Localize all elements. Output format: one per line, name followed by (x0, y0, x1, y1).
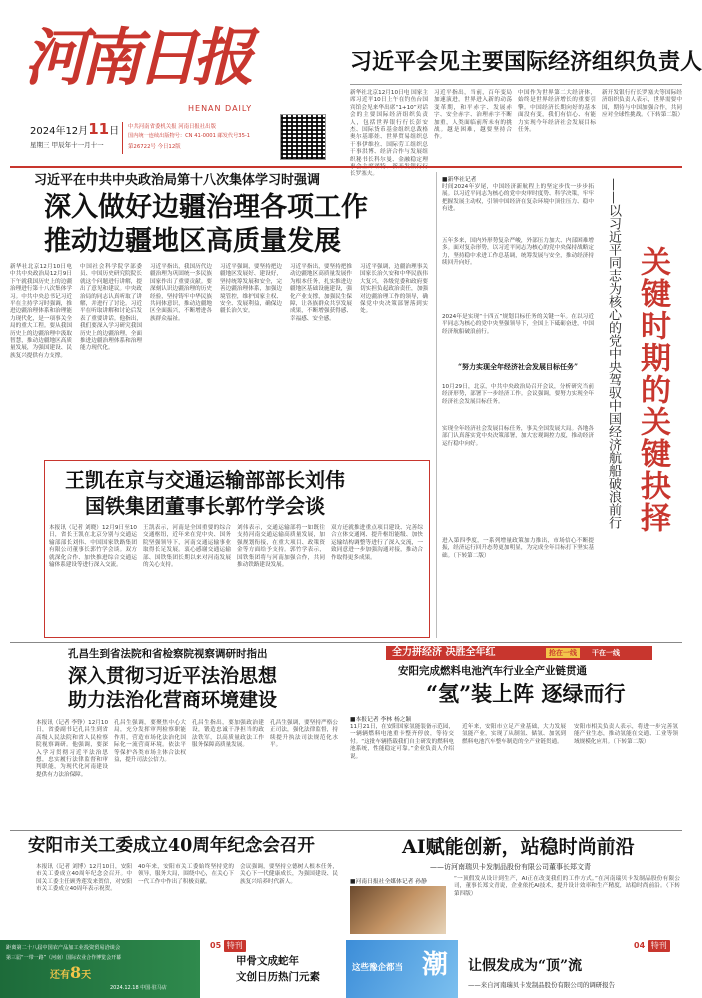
lead-col-2: 中国社会科学院学部委员、中国历史研究院院长就这个问题进行讲解，提出了意见和建议。中央政治局的同志认真听取了讲解，并进行了讨论。习近平在听取讲解和讨论后发表了重要讲话。他指出，我们要深入学习研究我国历史上的边疆治理，全面推进边疆治理体系和治理能力现代化。 (80, 264, 142, 352)
trend-04-tag: 特刊 (648, 940, 670, 952)
campaign-banner-text: 全力拼经济 决胜全年红 (392, 647, 496, 658)
countdown-suffix: 天 (81, 970, 92, 981)
top-story-col-2: 习近平指出，当前，百年变局加速演进，世界进入新的动荡变革期，和平赤字、发展赤字、安全赤字、治理赤字不断加重，人类面临前所未有的挑战。越是困难，越要坚持合作。 (434, 90, 512, 141)
weekday: 星期三 甲辰年十一月十一 (30, 141, 104, 149)
anyang-story (10, 834, 340, 936)
bottom-mid-col-1: 11月21日，在安阳国家氢能装备示范园，一辆辆燃料电池重卡整齐停放，等待交付。“这批车辆搭载我们自主研发的燃料电池系统，性能稳定可靠。”企业负责人介绍说。 (350, 724, 454, 760)
top-story (350, 8, 702, 178)
issue-date (30, 120, 119, 138)
feature-05-title-1: 甲骨文成蛇年 (236, 955, 299, 967)
framed-headline-1[interactable]: 王凯在京与交通运输部部长刘伟 (65, 468, 345, 492)
bottom-mid-col-3: 安阳市相关负责人表示，将进一步完善氢能产业生态，推动氢能在交通、工业等领域规模化应用。（下转第二版） (574, 724, 678, 745)
right-section-title: “努力实现全年经济社会发展目标任务” (457, 362, 579, 371)
right-divider (436, 172, 437, 638)
framed-story (44, 460, 430, 638)
bottom-mid-headline[interactable]: “氢”装上阵 逐绿而行 (426, 681, 626, 706)
lower-rule (10, 830, 682, 831)
bottom-left-headline-2[interactable]: 助力法治化营商环境建设 (68, 689, 278, 711)
expo-line-1: 距离第二十八届中国农产品加工业投资贸易洽谈会 (6, 945, 121, 951)
anyang-col-1: 本报讯（记者 刘博）12月10日，安阳市关工委成立40周年纪念会召开。中国关工委主任顾秀莲发来贺信，对安阳市关工委成立40周年表示祝贺。 (36, 864, 132, 893)
lead-kicker: 习近平在中共中央政治局第十八次集体学习时强调 (34, 173, 321, 188)
trend-title: 让假发成为“顶”流 (468, 958, 583, 974)
feature-05-label (210, 940, 246, 952)
anyang-headline[interactable]: 安阳市关工委成立40周年纪念会召开 (28, 836, 315, 856)
bottom-mid-col-2: 近年来，安阳市立足产业基础，大力发展氢能产业，实现了从制氢、储氢、加氢到燃料电池汽车整车制造的全产业链贯通。 (462, 724, 566, 745)
campaign-tag-1: 抢在一线 (546, 648, 580, 658)
issn-info: 国内统一连续出版物号：CN 41-0001 邮发代号35-1 (128, 133, 251, 139)
top-story-col-1: 新华社北京12月10日电 国家主席习近平10日上午在钓鱼台国宾馆会见来华出席“1+10”对话会的主要国际经济组织负责人，包括世界银行行长彭安杰、国际货币基金组织总裁格奥尔基耶娃、世界贸易组织总干事伊维拉、国际劳工组织总干事洪博、经济合作与发展组织秘书长科尔曼、金融稳定理 长罗塞夫。 (350, 90, 428, 178)
company-banner[interactable] (346, 940, 458, 998)
campaign-tag-2: 干在一线 (592, 648, 620, 657)
masthead-bottom-rule (10, 166, 682, 168)
masthead-divider (122, 122, 123, 154)
ai-subhead: ——访河南瑞贝卡发制品股份有限公司董事长郑文青 (430, 863, 591, 871)
bottom-mid-story (346, 646, 684, 826)
framed-col-2: 王凯表示，河南是全国重要的综合交通枢纽，近年来在党中央、国务院坚强领导下，河南交通运输事业取得长足发展。衷心感谢交通运输部、国铁集团长期以来对河南发展的关心支持。 (143, 525, 231, 569)
expo-line-2: 第三届“一带一路”（河南）国际农业合作博览会开幕 (6, 955, 122, 961)
bottom-left-col-2: 孔昌生强调，要聚焦中心大局，充分发挥审判检察职能作用，营造市场化法治化国际化一流营商环境。依法平等保护各类市场主体合法权益，提升司法公信力。 (114, 720, 186, 764)
anyang-col-2: 40年来，安阳市关工委始终坚持党的领导，服务大局，围绕中心，在关心下一代工作中作出了积极贡献。 (138, 864, 234, 885)
ai-headline[interactable]: AI赋能创新，站稳时尚前沿 (402, 836, 635, 858)
bottom-left-col-4: 孔昌生强调，要坚持严格公正司法，强化法律监督，持续提升执法司法规范化水平。 (270, 720, 338, 749)
bottom-left-story (10, 646, 340, 826)
framed-col-3: 刘伟表示，交通运输部将一如既往支持河南交通运输高质量发展，加强规划衔接，在重大项目、政策资金等方面给予支持。郭竹学表示，国铁集团将与河南加强合作，共同推动铁路建设发展。 (237, 525, 325, 569)
anyang-col-3: 会议强调，要坚持立德树人根本任务，关心下一代健康成长，为强国建设、民族复兴培养时代新人。 (240, 864, 338, 885)
expo-dates: 2024.12.18 中国·驻马店 (110, 985, 167, 991)
lead-col-5: 习近平指出，要坚持把推动边疆地区高质量发展作为根本任务，扎实推进边疆地区基础设施建设，强化产业支撑，加强民生保障，让各族群众共享发展成果，不断增强获得感、幸福感、安全感。 (290, 264, 352, 322)
top-story-headline[interactable]: 习近平会见主要国际经济组织负责人 (350, 49, 702, 75)
masthead (10, 8, 340, 160)
date-prefix: 2024年12月 (30, 126, 89, 137)
expo-banner[interactable] (0, 940, 200, 998)
right-section-para-3: 进入第四季度，一系列增量政策加力推出，市场信心不断提振，经济运行回升态势更加明显，为完成全年目标打下坚实基础。（下转第二版） (442, 538, 594, 559)
top-story-col-3: 中国作为世界第二大经济体，始终是世界经济增长的重要引擎。中国经济长期向好的基本面没有变，我们有信心、有能力实现今年经济社会发展目标任务。 (518, 90, 596, 134)
right-para-1: 时间2024年岁尾，中国经济新航程上的坚定步伐一步步拓展。以习近平同志为核心的党中央审时度势、科学决策，牢牢把握发展主动权，引领中国经济在复杂环境中顶住压力、稳中有进。 (442, 184, 594, 213)
trend-subtitle: ——来自河南瑞贝卡发制品股份有限公司的调研报告 (468, 981, 615, 989)
ai-photo (350, 886, 446, 934)
lead-story (10, 172, 430, 452)
lead-col-4: 习近平强调，要坚持把边疆地区发展好、建设好，坚持统筹发展和安全，完善边疆治理体系，加强边境管控，维护国家主权、安全、发展利益，确保边疆长治久安。 (220, 264, 282, 315)
english-name: HENAN DAILY (188, 104, 253, 113)
right-section-para-1: 10月29日，北京，中共中央政治局召开会议，分析研究当前经济形势，部署下一步经济工作。会议强调，要努力实现全年经济社会发展目标任务。 (442, 384, 594, 405)
bottom-left-kicker: 孔昌生到省法院和省检察院视察调研时指出 (68, 648, 268, 660)
bottom-mid-byline: ■本报记者 李林 杨之颖 (350, 717, 412, 723)
feature-05-tag: 特刊 (224, 940, 246, 952)
framed-col-1: 本报讯（记者 刘晓）12月9日至10日，省长王凯在北京分别与交通运输部部长刘伟、中国国家铁路集团有限公司董事长郭竹学会谈。双方就深化合作、加快推进综合交通运输体系建设等进行深入交流。 (49, 525, 137, 569)
framed-headline-2[interactable]: 国铁集团董事长郭竹学会谈 (85, 494, 325, 518)
company-banner-text: 这些豫企都当 (352, 963, 404, 973)
publisher-info: 中共河南省委机关报 河南日报社出版 (128, 124, 216, 130)
middle-rule (10, 642, 682, 643)
campaign-banner (386, 646, 652, 660)
trend-story[interactable] (464, 940, 684, 998)
bottom-left-col-1: 本报讯（记者 李铮）12月10日，省委副书记孔昌生到省高级人民法院和省人民检察院视察调研。他强调，要深入学习贯彻习近平法治思想，忠实履行法律监督和审判职能，为现代化河南建设提供有力法治保障。 (36, 720, 108, 778)
right-vertical-subtitle: ——以习近平同志为核心的党中央驾驭中国经济航船破浪前行 (606, 178, 621, 529)
qr-code[interactable] (280, 114, 326, 160)
date-suffix: 日 (109, 126, 120, 137)
company-banner-char: 潮 (422, 950, 449, 980)
lead-col-6: 习近平强调，边疆治理事关国家长治久安和中华民族伟大复兴，各级党委和政府要切实担负起政治责任，加强对边疆治理工作的领导，确保党中央决策部署落到实处。 (360, 264, 428, 315)
lead-headline-2[interactable]: 推动边疆地区高质量发展 (44, 226, 341, 257)
right-column-story (436, 172, 684, 638)
ai-body: “一顶假发从设计到生产，AI正在改变我们的工作方式。”在河南瑞贝卡发制品股份有限公司，董事长郑文青说，企业依托AI技术，提升设计效率和生产精度，站稳时尚前沿。（下转第四版） (454, 876, 680, 897)
right-source: ■新华社记者 (442, 177, 477, 183)
bottom-left-headline-1[interactable]: 深入贯彻习近平法治思想 (68, 665, 278, 687)
ai-story (346, 834, 684, 936)
ai-byline: ■河南日报社全媒体记者 孙静 (350, 879, 427, 885)
feature-05[interactable] (206, 940, 340, 998)
issue-number: 第26722号 今日12版 (128, 144, 181, 150)
right-para-3: 2024年是实现“十四五”规划目标任务的关键一年。在以习近平同志为核心的党中央坚强领导下，全国上下砥砺奋进，中国经济航船破浪前行。 (442, 314, 594, 335)
expo-countdown (50, 963, 92, 983)
right-vertical-title[interactable]: 关键时期的关键抉择 (635, 246, 670, 534)
trend-04-label (634, 940, 670, 952)
countdown-days: 8 (70, 963, 82, 982)
lead-col-3: 习近平指出，我国历代边疆治理为巩固统一多民族国家作出了重要贡献。要深刻认识边疆治理的历史经验，坚持铸牢中华民族共同体意识，推动边疆地区全面振兴，不断增进各族群众福祉。 (150, 264, 212, 322)
right-para-2: 五年多来，国内外形势复杂严峻，外部压力加大、内部困难增多。面对复杂形势，以习近平同志为核心的党中央保持战略定力，坚持稳中求进工作总基调，统筹发展与安全，推动经济持续回升向好。 (442, 238, 594, 267)
countdown-prefix: 还有 (50, 970, 70, 981)
bottom-mid-kicker: 安阳完成燃料电池汽车行业全产业链贯通 (398, 665, 587, 677)
lead-headline-1[interactable]: 深入做好边疆治理各项工作 (44, 192, 368, 223)
top-story-rule (350, 84, 682, 85)
lead-col-1: 新华社北京12月10日电 中共中央政治局12月9日下午就我国历史上的边疆治理进行第十八次集体学习。中共中央总书记习近平在主持学习时强调，推进边疆治理体系和治理能力现代化，是一项事关全局的重大工程。要从我国历史上的边疆治理中汲取智慧，推动边疆地区高质量发展，为强国建设、民族复兴提供有力支撑。 (10, 264, 72, 359)
feature-05-title-2: 文创日历热门元素 (236, 971, 320, 983)
framed-col-4: 双方还就推进重点项目建设、完善综合立体交通网、提升枢纽能级、加快运输结构调整等进行了深入交流，一致同意进一步加强沟通对接，推动合作取得更多成果。 (331, 525, 423, 561)
date-day: 11 (88, 120, 110, 138)
feature-05-num: 05 (210, 941, 222, 950)
right-section-para-2: 实现全年经济社会发展目标任务，事关全国发展大局。各地各部门认真落实党中央决策部署，加大宏观调控力度，推动经济运行稳中向好。 (442, 426, 594, 447)
top-story-col-4: 新开发银行行长罗塞夫等国际经济组织负责人表示，世界需要中国，期待与中国加强合作，共同应对全球性挑战。（下转第二版） (602, 90, 684, 119)
bottom-left-col-3: 孔昌生指出，要加强政治建设，锻造忠诚干净担当的政法铁军，以高质量政法工作服务保障高质量发展。 (192, 720, 264, 749)
trend-04-num: 04 (634, 941, 646, 950)
newspaper-logo: 河南日报 (24, 21, 249, 94)
